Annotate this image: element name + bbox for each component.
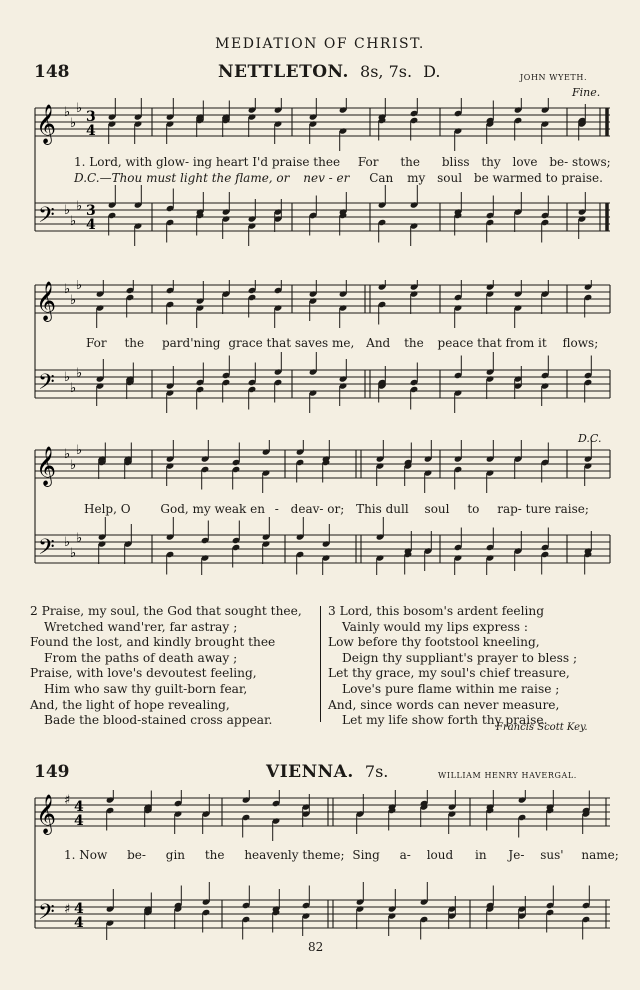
flat-icon: ♭	[76, 101, 83, 116]
time-sig-top: 3	[86, 203, 96, 219]
flat-icon: ♭	[64, 105, 71, 120]
hymn-number-148: 148	[34, 62, 70, 82]
lyric-line-1-dc: D.C.—Thou must light the flame, or nev - er Can my soul be warmed to praise.	[74, 171, 603, 185]
bass-clef-icon: 𝄢	[38, 535, 55, 565]
time-sig-top: 4	[74, 799, 84, 815]
lyric-line-149: 1. Now be- gin the heavenly theme; Sing a- loud in Je- sus' name;	[64, 848, 619, 862]
fine-marker: Fine.	[572, 86, 601, 99]
treble-staff-2	[35, 285, 610, 313]
time-sig-bottom: 4	[74, 813, 84, 829]
section-title: MEDIATION OF CHRIST.	[215, 36, 425, 52]
meter: 7s.	[364, 762, 389, 781]
bass-staff-1	[35, 203, 610, 231]
notes-4	[106, 790, 591, 940]
page-number: 82	[308, 940, 324, 954]
treble-staff-4	[35, 798, 610, 826]
hymn-149-heading	[266, 762, 388, 782]
time-sig-top: 4	[74, 901, 84, 917]
flat-icon: ♭	[64, 282, 71, 297]
lyric-line-1: 1. Lord, with glow- ing heart I'd praise thee For the bliss thy love be- stows;	[74, 155, 611, 169]
sharp-icon: ♯	[64, 902, 71, 917]
time-sig-bottom: 4	[86, 217, 96, 233]
flat-icon: ♭	[70, 214, 77, 229]
verse-3: 3 Lord, this bosom's ardent feeling Vainly would my lips express : Low before thy footstool kneeling, Deign thy suppliant's prayer to bless ; Let thy grace, my soul's chief treasure, Love's pure flame within me raise ; And, since words can never measure, Let my life show forth thy praise.	[328, 604, 578, 728]
treble-clef-icon: 𝄞	[36, 281, 57, 321]
flat-icon: ♭	[64, 535, 71, 550]
time-sig-bottom: 4	[74, 915, 84, 931]
hymn-148-heading	[218, 62, 441, 82]
flat-icon: ♭	[70, 116, 77, 131]
flat-icon: ♭	[64, 447, 71, 462]
flat-icon: ♭	[70, 293, 77, 308]
composer: JOHN WYETH.	[520, 73, 588, 82]
verse-2: 2 Praise, my soul, the God that sought thee, Wretched wand'rer, far astray ; Found the lost, and kindly brought thee From the paths of death away ; Praise, with love's devoutest feeling, Him who saw thy guilt-born fear, And, the light of hope revealing, Bade the blood-stained cross appear.	[30, 604, 302, 728]
bass-staff-2	[35, 370, 610, 398]
flat-icon: ♭	[70, 546, 77, 561]
tune-name: VIENNA.	[266, 762, 354, 782]
bass-clef-icon: 𝄢	[38, 900, 55, 930]
system-4-svg	[30, 790, 615, 940]
flat-icon: ♭	[70, 381, 77, 396]
flat-icon: ♭	[76, 199, 83, 214]
flat-icon: ♭	[76, 366, 83, 381]
time-sig-bottom: 4	[86, 123, 96, 139]
bass-clef-icon: 𝄢	[38, 203, 55, 233]
treble-clef-icon: 𝄞	[36, 104, 57, 144]
lyric-line-2: For the pard'ning grace that saves me, And the peace that from it flows;	[86, 336, 599, 350]
music-system-4	[30, 790, 615, 940]
author-attribution: Francis Scott Key.	[496, 722, 588, 733]
treble-clef-icon: 𝄞	[36, 794, 57, 834]
flat-icon: ♭	[70, 458, 77, 473]
meter: 8s, 7s.	[360, 62, 413, 81]
flat-icon: ♭	[76, 531, 83, 546]
composer: WILLIAM HENRY HAVERGAL.	[438, 771, 577, 780]
dc-marker: D.C.	[578, 432, 602, 445]
flat-icon: ♭	[76, 280, 83, 293]
treble-staff-1	[35, 108, 610, 136]
flat-icon: ♭	[76, 443, 83, 458]
time-sig-top: 3	[86, 109, 96, 125]
verse-divider	[320, 606, 321, 722]
treble-clef-icon: 𝄞	[36, 446, 57, 486]
bass-clef-icon: 𝄢	[38, 370, 55, 400]
barlines-1	[152, 108, 607, 231]
flat-icon: ♭	[64, 370, 71, 385]
lyric-line-3: Help, O God, my weak en - deav- or; This dull soul to rap- ture raise;	[84, 502, 589, 516]
hymn-number-149: 149	[34, 762, 70, 782]
sharp-icon: ♯	[64, 793, 71, 808]
tune-name: NETTLETON.	[218, 62, 349, 82]
meter-suffix: D.	[423, 62, 441, 81]
flat-icon: ♭	[64, 203, 71, 218]
